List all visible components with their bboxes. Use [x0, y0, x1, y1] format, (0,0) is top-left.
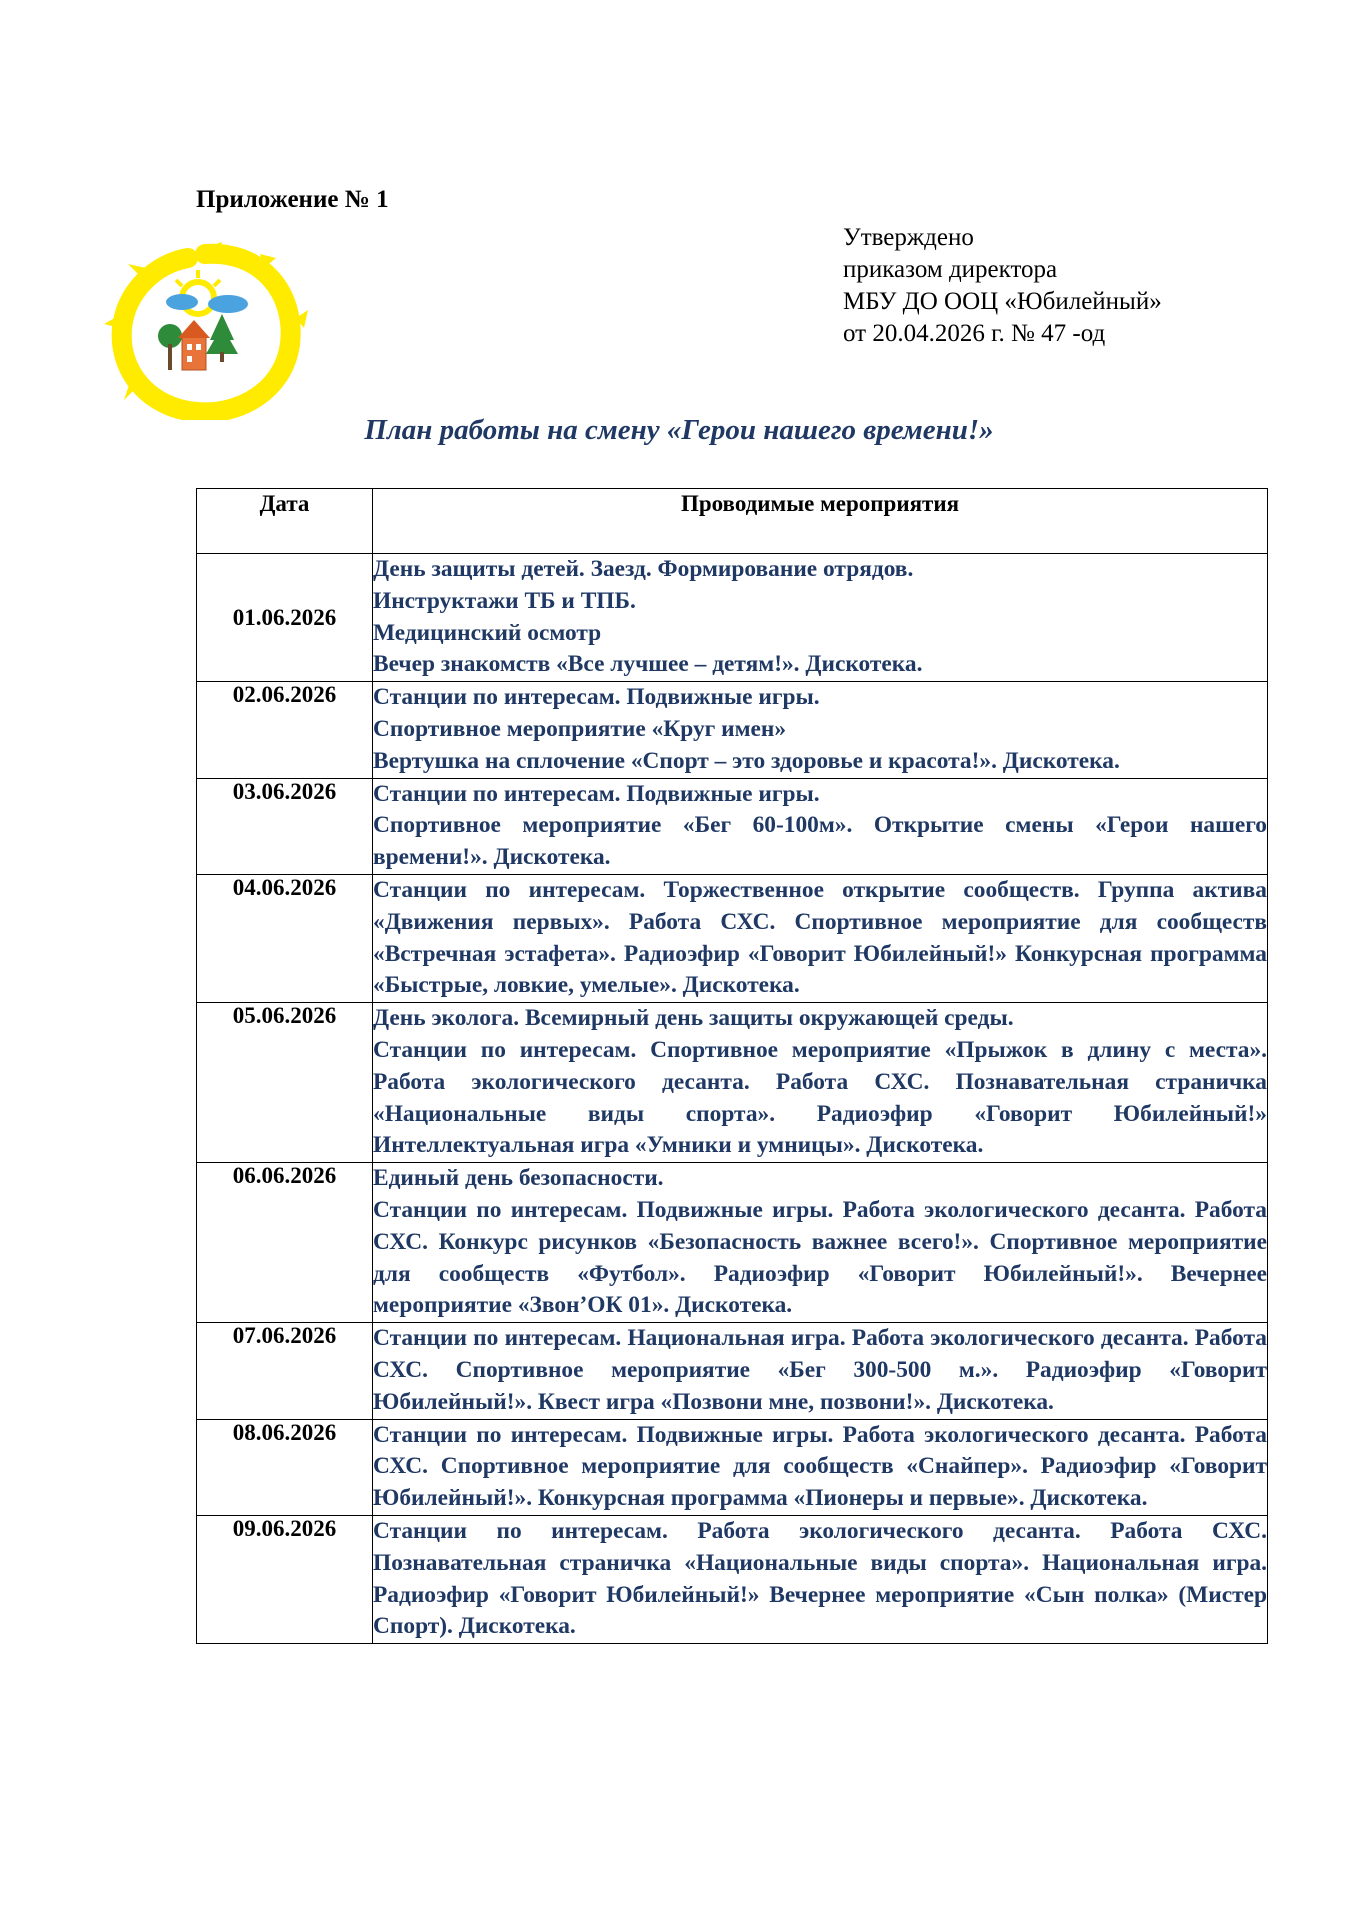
table-row: [197, 1323, 1268, 1419]
approval-block: [843, 222, 1162, 350]
column-header-date: Дата: [197, 489, 373, 554]
row-date: 07.06.2026: [197, 1323, 373, 1419]
row-events: [373, 1515, 1268, 1643]
row-date: 04.06.2026: [197, 874, 373, 1002]
approval-line: МБУ ДО ООЦ «Юбилейный»: [843, 288, 1162, 315]
row-date: 09.06.2026: [197, 1515, 373, 1643]
sun-house-trees-icon: [100, 240, 310, 420]
event-line: Спортивное мероприятие «Круг имен»: [373, 715, 787, 742]
table-row: [197, 1419, 1268, 1515]
row-events: [373, 1323, 1268, 1419]
table-row: [197, 1515, 1268, 1643]
table-row: [197, 874, 1268, 1002]
row-events: [373, 554, 1268, 682]
event-paragraph: Станции по интересам. Подвижные игры. Работа экологического десанта. Работа СХС. Спортивное мероприятие для сообществ «Снайпер». Радиоэфир «Говорит Юбилейный!». Конкурсная программа «Пионеры и первые». Дискотека.: [373, 1421, 1267, 1512]
row-date: 05.06.2026: [197, 1003, 373, 1163]
row-date: 08.06.2026: [197, 1419, 373, 1515]
row-events: [373, 778, 1268, 874]
appendix-label: Приложение № 1: [196, 186, 389, 213]
approval-line: от 20.04.2026 г. № 47 -од: [843, 320, 1106, 347]
row-events: [373, 682, 1268, 778]
event-paragraph: Станции по интересам. Спортивное мероприятие «Прыжок в длину с места». Работа экологического десанта. Работа СХС. Познавательная страничка «Национальные виды спорта». Радиоэфир «Говорит Юбилейный!» Интеллектуальная игра «Умники и умницы». Дискотека.: [373, 1036, 1267, 1159]
table-header-row: [197, 489, 1268, 554]
row-date: 06.06.2026: [197, 1163, 373, 1323]
event-line: Медицинский осмотр: [373, 619, 602, 646]
plan-title: План работы на смену «Герои нашего времени!»: [364, 414, 994, 446]
table-body: [197, 554, 1268, 1644]
row-events: [373, 1163, 1268, 1323]
table-row: [197, 1163, 1268, 1323]
row-date: 02.06.2026: [197, 682, 373, 778]
plan-table: [196, 488, 1268, 1644]
table-row: [197, 554, 1268, 682]
event-line: Единый день безопасности.: [373, 1165, 664, 1192]
row-date: 03.06.2026: [197, 778, 373, 874]
event-line: Станции по интересам. Подвижные игры.: [373, 684, 820, 711]
row-events: [373, 874, 1268, 1002]
event-line: Вертушка на сплочение «Спорт – это здоровье и красота!». Дискотека.: [373, 747, 1120, 774]
event-paragraph: Станции по интересам. Подвижные игры. Работа экологического десанта. Работа СХС. Конкурс рисунков «Безопасность важнее всего!». Спортивное мероприятие для сообществ «Футбол». Радиоэфир «Говорит Юбилейный!». Вечернее мероприятие «Звон’ОК 01». Дискотека.: [373, 1196, 1267, 1319]
table-row: [197, 1003, 1268, 1163]
event-paragraph: Станции по интересам. Торжественное открытие сообществ. Группа актива «Движения первых». Работа СХС. Спортивное мероприятие для сообществ «Встречная эстафета». Радиоэфир «Говорит Юбилейный!» Конкурсная программа «Быстрые, ловкие, умелые». Дискотека.: [373, 876, 1267, 999]
row-events: [373, 1419, 1268, 1515]
table-row: [197, 778, 1268, 874]
table-row: [197, 682, 1268, 778]
event-line: Вечер знакомств «Все лучшее – детям!». Дискотека.: [373, 651, 923, 678]
event-paragraph: Станции по интересам. Национальная игра. Работа экологического десанта. Работа СХС. Спортивное мероприятие «Бег 300-500 м.». Радиоэфир «Говорит Юбилейный!». Квест игра «Позвони мне, позвони!». Дискотека.: [373, 1325, 1267, 1415]
event-line: День защиты детей. Заезд. Формирование отрядов.: [373, 556, 914, 582]
event-paragraph: Спортивное мероприятие «Бег 60-100м». Открытие смены «Герои нашего времени!». Дискотека.: [373, 812, 1267, 871]
event-line: Инструктажи ТБ и ТПБ.: [373, 587, 636, 614]
event-paragraph: Станции по интересам. Работа экологического десанта. Работа СХС. Познавательная страничка «Национальные виды спорта». Национальная игра. Радиоэфир «Говорит Юбилейный!» Вечернее мероприятие «Сын полка» (Мистер Спорт). Дискотека.: [373, 1517, 1267, 1640]
camp-logo: [100, 240, 310, 420]
column-header-events: Проводимые мероприятия: [373, 489, 1268, 554]
event-line: Станции по интересам. Подвижные игры.: [373, 780, 820, 807]
row-date: 01.06.2026: [197, 554, 373, 682]
approval-line: приказом директора: [843, 256, 1058, 283]
event-line: День эколога. Всемирный день защиты окружающей среды.: [373, 1005, 1014, 1032]
approval-line: Утверждено: [843, 224, 974, 251]
row-events: [373, 1003, 1268, 1163]
